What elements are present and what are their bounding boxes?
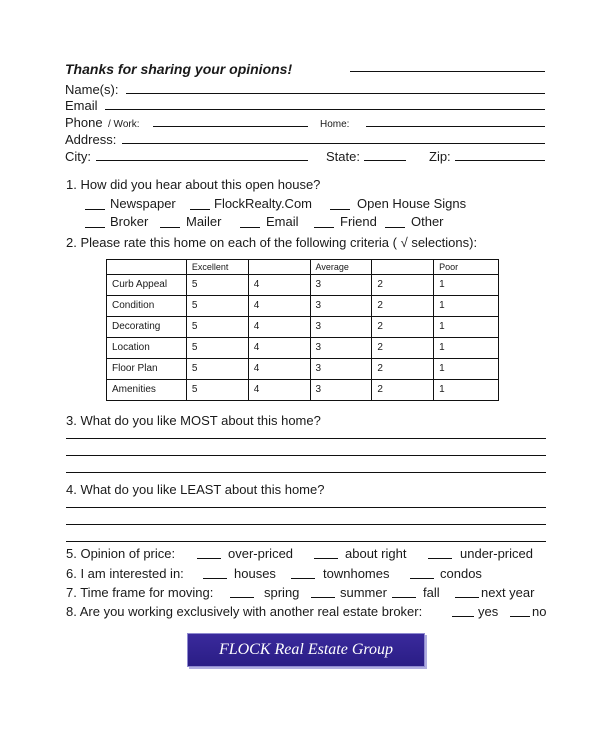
q6-checkline-houses[interactable] [203, 578, 227, 579]
score-cell[interactable]: 4 [248, 275, 310, 296]
score-cell[interactable]: 2 [372, 359, 434, 380]
city-field[interactable] [96, 160, 308, 161]
q7-checkline-nextyear[interactable] [455, 597, 479, 598]
q4-answer-line-1[interactable] [66, 507, 546, 508]
q1-checkline-mailer[interactable] [160, 227, 180, 228]
score-cell[interactable]: 3 [310, 380, 372, 401]
q2-question: 2. Please rate this home on each of the following criteria ( √ selections): [66, 235, 478, 250]
score-cell[interactable]: 1 [434, 296, 499, 317]
header-cell: Excellent [186, 260, 248, 275]
score-cell[interactable]: 4 [248, 359, 310, 380]
form-title: Thanks for sharing your opinions! [65, 61, 293, 77]
q6-checkline-condos[interactable] [410, 578, 434, 579]
q6-checkline-townhomes[interactable] [291, 578, 315, 579]
header-cell [107, 260, 187, 275]
score-cell[interactable]: 2 [372, 275, 434, 296]
criterion-label: Condition [107, 296, 187, 317]
score-cell[interactable]: 4 [248, 296, 310, 317]
q1-option-other: Other [411, 214, 444, 229]
q8-checkline-yes[interactable] [452, 616, 474, 617]
score-cell[interactable]: 5 [186, 338, 248, 359]
criterion-label: Curb Appeal [107, 275, 187, 296]
q1-option-friend: Friend [340, 214, 377, 229]
state-field[interactable] [364, 160, 406, 161]
score-cell[interactable]: 4 [248, 338, 310, 359]
q5-label: 5. Opinion of price: [66, 546, 176, 561]
q1-checkline-flockrealty[interactable] [190, 209, 210, 210]
q7-option-spring: spring [264, 585, 300, 600]
q4-answer-line-3[interactable] [66, 541, 546, 542]
q7-checkline-spring[interactable] [230, 597, 254, 598]
home-label: Home: [320, 119, 350, 130]
names-label: Name(s): [65, 82, 119, 97]
footer-brand-banner: FLOCK Real Estate Group [187, 633, 425, 667]
score-cell[interactable]: 5 [186, 380, 248, 401]
q7-checkline-summer[interactable] [311, 597, 335, 598]
score-cell[interactable]: 3 [310, 359, 372, 380]
q6-option-houses: houses [234, 566, 276, 581]
q1-checkline-newspaper[interactable] [85, 209, 105, 210]
q1-checkline-other[interactable] [385, 227, 405, 228]
q1-checkline-signs[interactable] [330, 209, 350, 210]
city-label: City: [65, 149, 91, 164]
table-row [107, 338, 499, 359]
q8-label: 8. Are you working exclusively with another real estate broker: [66, 604, 423, 619]
q1-option-mailer: Mailer [186, 214, 222, 229]
q7-option-summer: summer [340, 585, 387, 600]
score-cell[interactable]: 4 [248, 380, 310, 401]
score-cell[interactable]: 5 [186, 359, 248, 380]
work-phone-field[interactable] [153, 126, 308, 127]
q6-option-condos: condos [440, 566, 482, 581]
criterion-label: Floor Plan [107, 359, 187, 380]
q5-checkline-over[interactable] [197, 558, 221, 559]
q1-option-signs: Open House Signs [357, 196, 467, 211]
score-cell[interactable]: 3 [310, 317, 372, 338]
title-signature-line[interactable] [350, 71, 545, 72]
q3-answer-line-3[interactable] [66, 472, 546, 473]
table-row [107, 275, 499, 296]
score-cell[interactable]: 2 [372, 317, 434, 338]
criterion-label: Location [107, 338, 187, 359]
criterion-label: Amenities [107, 380, 187, 401]
zip-label: Zip: [429, 149, 451, 164]
rating-table [106, 259, 499, 401]
score-cell[interactable]: 1 [434, 380, 499, 401]
q3-answer-line-2[interactable] [66, 455, 546, 456]
q1-option-broker: Broker [110, 214, 149, 229]
address-field[interactable] [122, 143, 545, 144]
score-cell[interactable]: 5 [186, 275, 248, 296]
score-cell[interactable]: 1 [434, 317, 499, 338]
score-cell[interactable]: 3 [310, 275, 372, 296]
q5-option-over: over-priced [228, 546, 294, 561]
criterion-label: Decorating [107, 317, 187, 338]
q7-label: 7. Time frame for moving: [66, 585, 214, 600]
header-cell: Average [310, 260, 372, 275]
score-cell[interactable]: 5 [186, 296, 248, 317]
q1-checkline-broker[interactable] [85, 227, 105, 228]
table-row [107, 359, 499, 380]
score-cell[interactable]: 1 [434, 338, 499, 359]
home-phone-field[interactable] [366, 126, 545, 127]
q7-option-nextyear: next year [481, 585, 535, 600]
q4-question: 4. What do you like LEAST about this home? [66, 482, 325, 497]
score-cell[interactable]: 4 [248, 317, 310, 338]
phone-label: Phone [65, 115, 103, 130]
score-cell[interactable]: 3 [310, 338, 372, 359]
q1-checkline-friend[interactable] [314, 227, 334, 228]
rating-table-header [107, 260, 499, 275]
score-cell[interactable]: 2 [372, 296, 434, 317]
header-cell [372, 260, 434, 275]
q1-option-flockrealty: FlockRealty.Com [214, 196, 313, 211]
q1-option-newspaper: Newspaper [110, 196, 176, 211]
score-cell[interactable]: 1 [434, 275, 499, 296]
score-cell[interactable]: 2 [372, 338, 434, 359]
table-row [107, 380, 499, 401]
q6-label: 6. I am interested in: [66, 566, 184, 581]
q6-option-townhomes: townhomes [323, 566, 390, 581]
q5-checkline-right[interactable] [314, 558, 338, 559]
q5-option-right: about right [345, 546, 407, 561]
header-cell: Poor [434, 260, 499, 275]
q7-option-fall: fall [423, 585, 440, 600]
zip-field[interactable] [455, 160, 545, 161]
q1-question: 1. How did you hear about this open house? [66, 177, 321, 192]
q1-option-email: Email [266, 214, 299, 229]
table-row [107, 296, 499, 317]
q5-checkline-under[interactable] [428, 558, 452, 559]
table-row [107, 317, 499, 338]
email-label: Email [65, 98, 98, 113]
q8-option-no: no [532, 604, 547, 619]
q5-option-under: under-priced [460, 546, 533, 561]
score-cell[interactable]: 5 [186, 317, 248, 338]
work-label: / Work: [108, 119, 140, 130]
score-cell[interactable]: 1 [434, 359, 499, 380]
header-cell [248, 260, 310, 275]
q1-checkline-email[interactable] [240, 227, 260, 228]
q4-answer-line-2[interactable] [66, 524, 546, 525]
email-field[interactable] [105, 109, 545, 110]
score-cell[interactable]: 3 [310, 296, 372, 317]
score-cell[interactable]: 2 [372, 380, 434, 401]
q8-option-yes: yes [478, 604, 499, 619]
q3-answer-line-1[interactable] [66, 438, 546, 439]
q8-checkline-no[interactable] [510, 616, 530, 617]
state-label: State: [326, 149, 360, 164]
names-field[interactable] [126, 93, 545, 94]
q7-checkline-fall[interactable] [392, 597, 416, 598]
q3-question: 3. What do you like MOST about this home? [66, 413, 321, 428]
address-label: Address: [65, 132, 117, 147]
